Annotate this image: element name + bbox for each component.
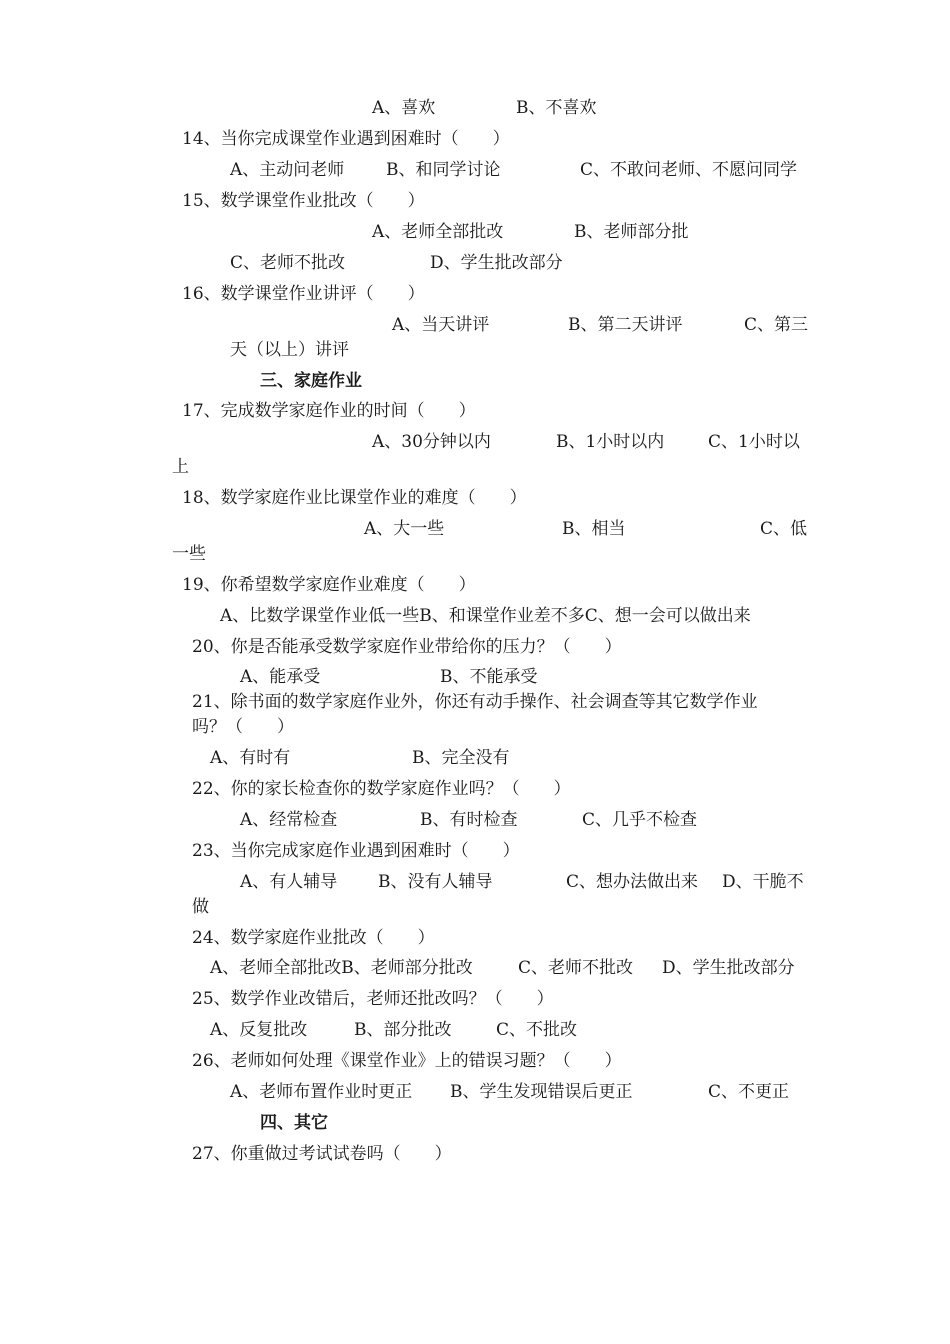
option-text: B、没有人辅导	[378, 872, 493, 892]
option-text: B、不喜欢	[516, 98, 597, 118]
question-text: 20、你是否能承受数学家庭作业带给你的压力？（ ）	[192, 637, 622, 657]
question-text: 27、你重做过考试试卷吗（ ）	[192, 1144, 452, 1164]
option-text: A、老师全部批改B、老师部分批改	[210, 958, 473, 978]
question-text: 17、完成数学家庭作业的时间（ ）	[182, 401, 476, 421]
option-text: A、有时有	[210, 748, 291, 768]
option-text: C、第三	[744, 315, 809, 335]
option-text: C、不敢问老师、不愿问同学	[580, 160, 798, 180]
option-text: B、不能承受	[440, 667, 538, 687]
option-text: B、和同学讨论	[386, 160, 501, 180]
option-text: B、完全没有	[412, 748, 510, 768]
option-text: C、不更正	[708, 1082, 790, 1102]
question-text: 15、数学课堂作业批改（ ）	[182, 191, 425, 211]
question-text: 吗？（ ）	[192, 717, 294, 737]
option-text: C、低	[760, 519, 808, 539]
question-text: 24、数学家庭作业批改（ ）	[192, 928, 435, 948]
option-text: D、干脆不	[722, 872, 804, 892]
option-text: A、老师全部批改	[372, 222, 504, 242]
option-text: B、学生发现错误后更正	[450, 1082, 633, 1102]
option-text: A、经常检查	[240, 810, 338, 830]
option-text: 天（以上）讲评	[230, 340, 349, 360]
option-text: C、几乎不检查	[582, 810, 698, 830]
question-text: 22、你的家长检查你的数学家庭作业吗？（ ）	[192, 779, 571, 799]
question-text: 23、当你完成家庭作业遇到困难时（ ）	[192, 841, 520, 861]
option-text: B、相当	[562, 519, 626, 539]
question-text: 14、当你完成课堂作业遇到困难时（ ）	[182, 129, 510, 149]
question-text: 21、除书面的数学家庭作业外，你还有动手操作、社会调查等其它数学作业	[192, 692, 758, 712]
option-text: A、能承受	[240, 667, 321, 687]
option-text: 上	[172, 457, 189, 477]
option-text: 一些	[172, 544, 206, 564]
option-text: A、比数学课堂作业低一些B、和课堂作业差不多C、想一会可以做出来	[220, 606, 751, 626]
option-text: A、30分钟以内	[372, 432, 491, 452]
option-text: C、想办法做出来	[566, 872, 699, 892]
question-text: 26、老师如何处理《课堂作业》上的错误习题？（ ）	[192, 1051, 622, 1071]
option-text: C、老师不批改	[518, 958, 634, 978]
option-text: A、反复批改	[210, 1020, 308, 1040]
question-text: 18、数学家庭作业比课堂作业的难度（ ）	[182, 488, 527, 508]
option-text: B、部分批改	[354, 1020, 452, 1040]
question-text: 19、你希望数学家庭作业难度（ ）	[182, 575, 476, 595]
option-text: A、主动问老师	[230, 160, 345, 180]
section-heading: 四、其它	[260, 1113, 328, 1133]
option-text: B、第二天讲评	[568, 315, 683, 335]
option-text: C、不批改	[496, 1020, 578, 1040]
section-heading: 三、家庭作业	[260, 371, 362, 391]
question-text: 16、数学课堂作业讲评（ ）	[182, 284, 425, 304]
option-text: B、有时检查	[420, 810, 518, 830]
option-text: A、大一些	[364, 519, 445, 539]
option-text: A、喜欢	[372, 98, 436, 118]
option-text: D、学生批改部分	[662, 958, 795, 978]
option-text: B、1小时以内	[556, 432, 665, 452]
option-text: A、有人辅导	[240, 872, 338, 892]
option-text: C、老师不批改	[230, 253, 346, 273]
option-text: A、老师布置作业时更正	[230, 1082, 413, 1102]
option-text: A、当天讲评	[392, 315, 490, 335]
option-text: D、学生批改部分	[430, 253, 563, 273]
option-text: C、1小时以	[708, 432, 800, 452]
option-text: 做	[192, 897, 209, 917]
option-text: B、老师部分批	[574, 222, 689, 242]
question-text: 25、数学作业改错后，老师还批改吗？（ ）	[192, 989, 554, 1009]
